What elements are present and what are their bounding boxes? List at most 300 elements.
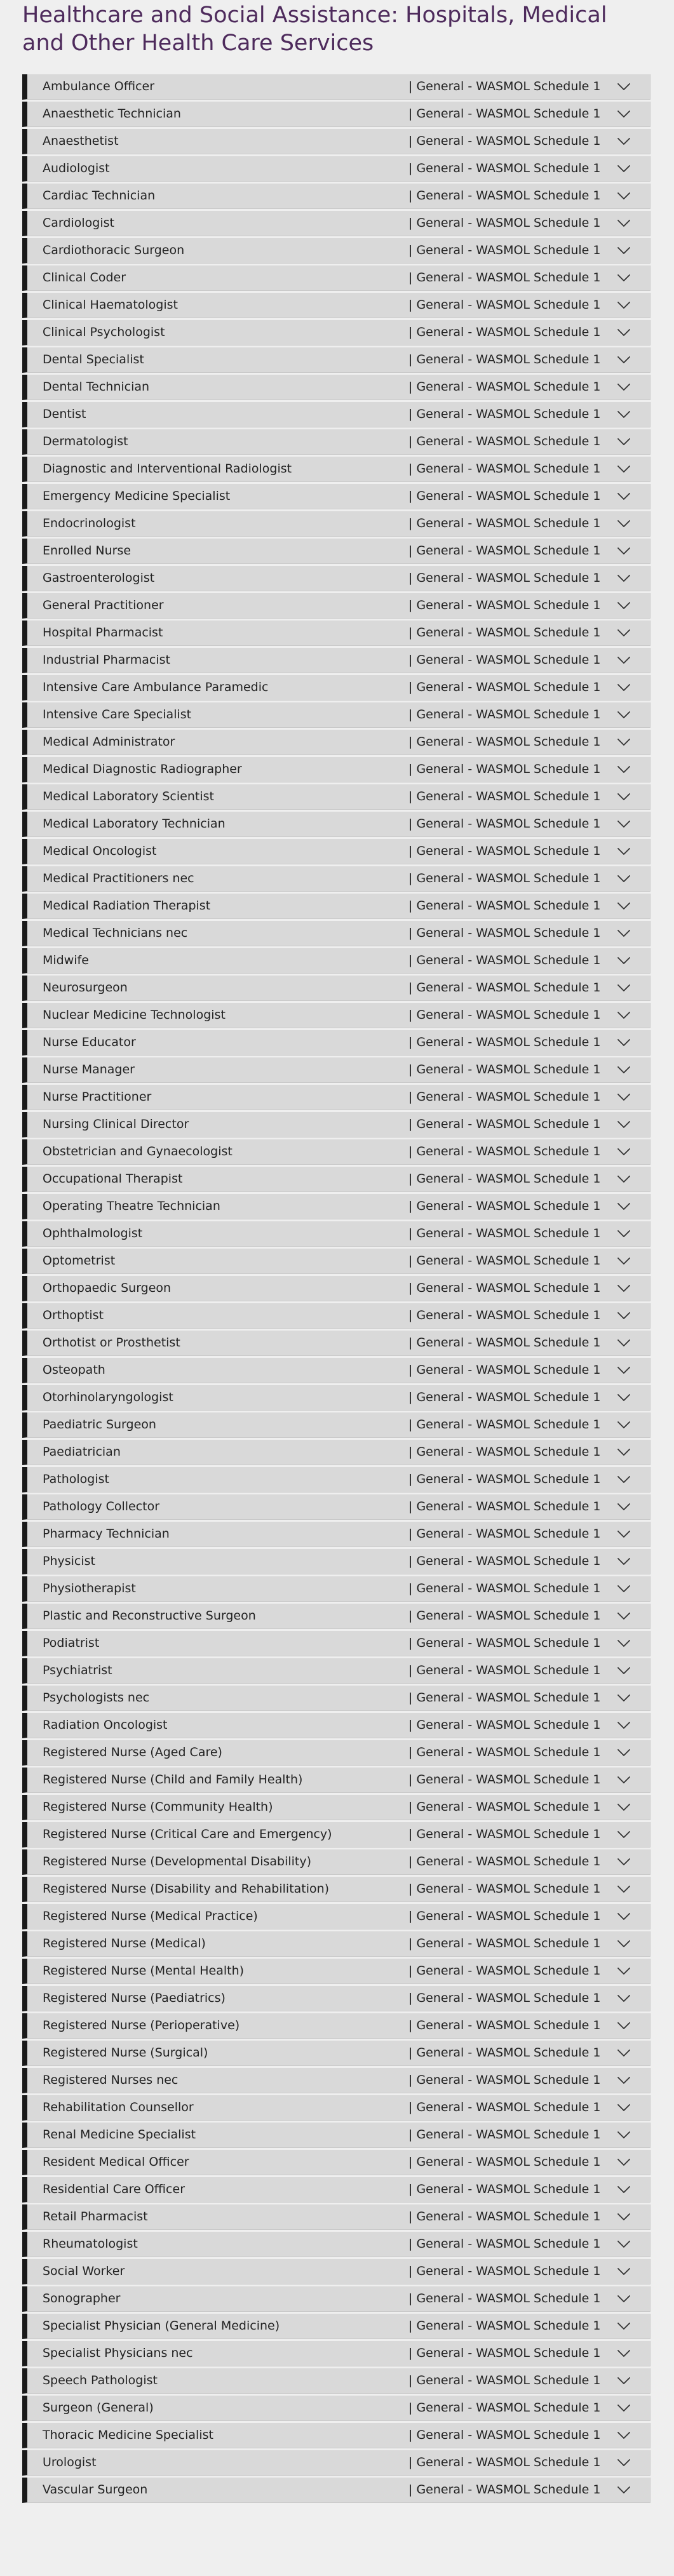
award-separator: | [408, 1554, 413, 1568]
chevron-down-icon[interactable] [617, 1691, 631, 1704]
occupation-row[interactable] [22, 2232, 650, 2257]
occupation-row[interactable] [22, 593, 650, 619]
award-separator: | [408, 462, 413, 476]
award-separator: | [408, 325, 413, 339]
chevron-down-icon[interactable] [617, 2101, 631, 2114]
occupation-row[interactable] [22, 457, 650, 482]
award-name: General - WASMOL Schedule 1 [416, 1554, 601, 1568]
occupation-name: Medical Laboratory Technician [43, 817, 226, 831]
award-label [408, 265, 600, 290]
occupation-name: Retail Pharmacist [43, 2210, 148, 2224]
occupation-name: Medical Practitioners nec [43, 871, 194, 885]
chevron-down-icon[interactable] [617, 2183, 631, 2196]
occupation-row[interactable] [22, 1522, 650, 1547]
occupation-row[interactable] [22, 2150, 650, 2175]
occupation-name: Radiation Oncologist [43, 1718, 168, 1732]
occupation-row[interactable] [22, 921, 650, 946]
chevron-down-icon[interactable] [617, 1582, 631, 1595]
chevron-down-icon[interactable] [617, 435, 631, 448]
occupation-name: Registered Nurse (Medical) [43, 1936, 206, 1950]
award-name: General - WASMOL Schedule 1 [416, 653, 601, 667]
occupation-row[interactable] [22, 1822, 650, 1848]
occupation-row[interactable] [22, 1931, 650, 1957]
award-name: General - WASMOL Schedule 1 [416, 789, 601, 803]
award-separator: | [408, 1336, 413, 1350]
chevron-down-icon[interactable] [617, 1227, 631, 1240]
award-separator: | [408, 2210, 413, 2224]
occupation-row[interactable] [22, 866, 650, 892]
award-separator: | [408, 981, 413, 995]
award-label [408, 156, 600, 181]
chevron-down-icon[interactable] [617, 1637, 631, 1649]
occupation-row[interactable] [22, 1849, 650, 1875]
occupation-name: Audiologist [43, 161, 110, 175]
occupation-row[interactable] [22, 156, 650, 182]
chevron-down-icon[interactable] [617, 189, 631, 202]
chevron-down-icon[interactable] [617, 1036, 631, 1049]
award-name: General - WASMOL Schedule 1 [416, 1445, 601, 1459]
occupation-row[interactable] [22, 211, 650, 236]
award-name: General - WASMOL Schedule 1 [416, 1254, 601, 1268]
award-name: General - WASMOL Schedule 1 [416, 899, 601, 913]
award-separator: | [408, 1691, 413, 1705]
occupation-name: Sonographer [43, 2291, 121, 2305]
award-name: General - WASMOL Schedule 1 [416, 2018, 601, 2032]
chevron-down-icon[interactable] [617, 1200, 631, 1212]
occupation-row[interactable] [22, 320, 650, 345]
award-label [408, 976, 600, 1000]
occupation-list [22, 74, 650, 2505]
chevron-down-icon[interactable] [617, 817, 631, 830]
award-separator: | [408, 2100, 413, 2114]
occupation-row[interactable] [22, 1030, 650, 1056]
chevron-down-icon[interactable] [617, 1282, 631, 1294]
chevron-down-icon[interactable] [617, 2429, 631, 2441]
chevron-down-icon[interactable] [617, 1118, 631, 1130]
award-separator: | [408, 1035, 413, 1049]
chevron-down-icon[interactable] [617, 1746, 631, 1759]
occupation-row[interactable] [22, 702, 650, 728]
chevron-down-icon[interactable] [617, 2347, 631, 2359]
occupation-row[interactable] [22, 1713, 650, 1738]
chevron-down-icon[interactable] [617, 380, 631, 393]
chevron-down-icon[interactable] [617, 80, 631, 93]
chevron-down-icon[interactable] [617, 790, 631, 803]
award-separator: | [408, 1527, 413, 1541]
chevron-down-icon[interactable] [617, 1009, 631, 1021]
chevron-down-icon[interactable] [617, 217, 631, 229]
occupation-row[interactable] [22, 347, 650, 373]
occupation-row[interactable] [22, 1167, 650, 1192]
chevron-down-icon[interactable] [617, 135, 631, 147]
award-name: General - WASMOL Schedule 1 [416, 1308, 601, 1322]
chevron-down-icon[interactable] [617, 1609, 631, 1622]
chevron-down-icon[interactable] [617, 1090, 631, 1103]
award-separator: | [408, 2264, 413, 2278]
chevron-down-icon[interactable] [617, 735, 631, 748]
award-name: General - WASMOL Schedule 1 [416, 2128, 601, 2142]
occupation-row[interactable] [22, 1604, 650, 1629]
occupation-name: Industrial Pharmacist [43, 653, 170, 667]
occupation-row[interactable] [22, 1303, 650, 1329]
occupation-row[interactable] [22, 1139, 650, 1165]
occupation-name: Occupational Therapist [43, 1172, 183, 1186]
chevron-down-icon[interactable] [617, 681, 631, 694]
award-separator: | [408, 1800, 413, 1814]
chevron-down-icon[interactable] [617, 244, 631, 257]
award-label [408, 129, 600, 154]
chevron-down-icon[interactable] [617, 1937, 631, 1950]
chevron-down-icon[interactable] [617, 1910, 631, 1922]
chevron-down-icon[interactable] [617, 2237, 631, 2250]
award-name: General - WASMOL Schedule 1 [416, 243, 601, 257]
chevron-down-icon[interactable] [617, 326, 631, 339]
occupation-row[interactable] [22, 539, 650, 564]
occupation-row[interactable] [22, 2013, 650, 2039]
chevron-down-icon[interactable] [617, 763, 631, 775]
occupation-row[interactable] [22, 429, 650, 455]
chevron-down-icon[interactable] [617, 626, 631, 639]
award-name: General - WASMOL Schedule 1 [416, 1226, 601, 1240]
award-name: General - WASMOL Schedule 1 [416, 1336, 601, 1350]
chevron-down-icon[interactable] [617, 2074, 631, 2086]
occupation-row[interactable] [22, 2123, 650, 2148]
occupation-row[interactable] [22, 730, 650, 755]
chevron-down-icon[interactable] [617, 1418, 631, 1431]
occupation-name: Ophthalmologist [43, 1226, 143, 1240]
award-separator: | [408, 899, 413, 913]
award-label [408, 1522, 600, 1546]
chevron-down-icon[interactable] [617, 490, 631, 502]
chevron-down-icon[interactable] [617, 1254, 631, 1267]
award-separator: | [408, 1172, 413, 1186]
occupation-row[interactable] [22, 1194, 650, 1219]
occupation-row[interactable] [22, 238, 650, 264]
occupation-row[interactable] [22, 757, 650, 782]
occupation-row[interactable] [22, 894, 650, 919]
occupation-row[interactable] [22, 2204, 650, 2230]
chevron-down-icon[interactable] [617, 2265, 631, 2277]
award-separator: | [408, 2373, 413, 2387]
occupation-name: Registered Nurses nec [43, 2073, 179, 2087]
chevron-down-icon[interactable] [617, 1172, 631, 1185]
occupation-row[interactable] [22, 976, 650, 1001]
award-label [408, 320, 600, 345]
occupation-row[interactable] [22, 129, 650, 154]
award-name: General - WASMOL Schedule 1 [416, 1363, 601, 1377]
occupation-row[interactable] [22, 511, 650, 537]
occupation-row[interactable] [22, 2177, 650, 2203]
chevron-down-icon[interactable] [617, 517, 631, 530]
chevron-down-icon[interactable] [617, 353, 631, 366]
chevron-down-icon[interactable] [617, 1555, 631, 1567]
award-name: General - WASMOL Schedule 1 [416, 1991, 601, 2005]
occupation-row[interactable] [22, 2259, 650, 2284]
chevron-down-icon[interactable] [617, 1882, 631, 1895]
award-label [408, 1085, 600, 1110]
occupation-row[interactable] [22, 2341, 650, 2366]
award-separator: | [408, 2018, 413, 2032]
chevron-down-icon[interactable] [617, 899, 631, 912]
chevron-down-icon[interactable] [617, 981, 631, 994]
chevron-down-icon[interactable] [617, 2128, 631, 2141]
award-separator: | [408, 2401, 413, 2415]
award-separator: | [408, 1144, 413, 1158]
award-label [408, 2423, 600, 2448]
chevron-down-icon[interactable] [617, 1145, 631, 1158]
occupation-row[interactable] [22, 2423, 650, 2448]
chevron-down-icon[interactable] [617, 162, 631, 175]
chevron-down-icon[interactable] [617, 408, 631, 420]
occupation-row[interactable] [22, 1986, 650, 2011]
award-label [408, 375, 600, 399]
award-separator: | [408, 1636, 413, 1650]
occupation-row[interactable] [22, 1249, 650, 1274]
occupation-name: Medical Administrator [43, 735, 175, 749]
award-name: General - WASMOL Schedule 1 [416, 2264, 601, 2278]
occupation-row[interactable] [22, 1877, 650, 1902]
chevron-down-icon[interactable] [617, 462, 631, 475]
award-label [408, 1167, 600, 1191]
occupation-name: Orthotist or Prosthetist [43, 1336, 180, 1350]
chevron-down-icon[interactable] [617, 2456, 631, 2469]
occupation-row[interactable] [22, 675, 650, 701]
occupation-row[interactable] [22, 621, 650, 646]
award-separator: | [408, 653, 413, 667]
chevron-down-icon[interactable] [617, 2292, 631, 2305]
award-separator: | [408, 1472, 413, 1486]
occupation-name: Nurse Manager [43, 1063, 135, 1077]
chevron-down-icon[interactable] [617, 1063, 631, 1076]
award-name: General - WASMOL Schedule 1 [416, 1581, 601, 1595]
occupation-row[interactable] [22, 1768, 650, 1793]
occupation-row[interactable] [22, 1057, 650, 1083]
occupation-row[interactable] [22, 2368, 650, 2394]
occupation-name: Operating Theatre Technician [43, 1199, 220, 1213]
occupation-row[interactable] [22, 1440, 650, 1465]
occupation-name: Enrolled Nurse [43, 544, 131, 558]
chevron-down-icon[interactable] [617, 271, 631, 284]
chevron-down-icon[interactable] [617, 2319, 631, 2332]
chevron-down-icon[interactable] [617, 2156, 631, 2168]
occupation-row[interactable] [22, 2095, 650, 2121]
chevron-down-icon[interactable] [617, 1773, 631, 1786]
occupation-row[interactable] [22, 293, 650, 318]
award-label [408, 2095, 600, 2120]
award-name: General - WASMOL Schedule 1 [416, 2073, 601, 2087]
occupation-name: Vascular Surgeon [43, 2483, 148, 2497]
award-separator: | [408, 2128, 413, 2142]
occupation-row[interactable] [22, 948, 650, 974]
occupation-name: Anaesthetist [43, 134, 119, 148]
chevron-down-icon[interactable] [617, 1473, 631, 1486]
award-separator: | [408, 1745, 413, 1759]
occupation-row[interactable] [22, 1221, 650, 1247]
occupation-row[interactable] [22, 2286, 650, 2312]
occupation-name: Registered Nurse (Aged Care) [43, 1745, 222, 1759]
occupation-row[interactable] [22, 1085, 650, 1110]
award-name: General - WASMOL Schedule 1 [416, 1063, 601, 1077]
chevron-down-icon[interactable] [617, 1664, 631, 1677]
chevron-down-icon[interactable] [617, 1801, 631, 1813]
occupation-row[interactable] [22, 1494, 650, 1520]
occupation-row[interactable] [22, 1795, 650, 1820]
occupation-row[interactable] [22, 2041, 650, 2066]
award-name: General - WASMOL Schedule 1 [416, 1499, 601, 1513]
chevron-down-icon[interactable] [617, 1309, 631, 1322]
award-separator: | [408, 1609, 413, 1623]
award-label [408, 948, 600, 973]
occupation-row[interactable] [22, 74, 650, 100]
occupation-row[interactable] [22, 1658, 650, 1684]
occupation-row[interactable] [22, 184, 650, 209]
chevron-down-icon[interactable] [617, 845, 631, 857]
award-separator: | [408, 2046, 413, 2060]
award-separator: | [408, 544, 413, 558]
chevron-down-icon[interactable] [617, 1964, 631, 1977]
award-label [408, 1358, 600, 1383]
occupation-name: Speech Pathologist [43, 2373, 158, 2387]
chevron-down-icon[interactable] [617, 872, 631, 885]
award-separator: | [408, 708, 413, 721]
award-label [408, 2396, 600, 2420]
occupation-row[interactable] [22, 784, 650, 810]
award-separator: | [408, 216, 413, 230]
award-name: General - WASMOL Schedule 1 [416, 708, 601, 721]
chevron-down-icon[interactable] [617, 1719, 631, 1731]
award-label [408, 1276, 600, 1301]
chevron-down-icon[interactable] [617, 599, 631, 612]
occupation-row[interactable] [22, 1112, 650, 1137]
chevron-down-icon[interactable] [617, 2374, 631, 2387]
occupation-row[interactable] [22, 402, 650, 427]
chevron-down-icon[interactable] [617, 708, 631, 721]
award-name: General - WASMOL Schedule 1 [416, 1636, 601, 1650]
occupation-row[interactable] [22, 1686, 650, 1711]
award-separator: | [408, 2346, 413, 2360]
occupation-name: Ambulance Officer [43, 79, 155, 93]
occupation-row[interactable] [22, 2068, 650, 2093]
occupation-row[interactable] [22, 484, 650, 509]
occupation-row[interactable] [22, 812, 650, 837]
occupation-row[interactable] [22, 1003, 650, 1028]
chevron-down-icon[interactable] [617, 544, 631, 557]
award-name: General - WASMOL Schedule 1 [416, 1663, 601, 1677]
occupation-row[interactable] [22, 2450, 650, 2476]
occupation-name: Registered Nurse (Developmental Disability) [43, 1855, 312, 1868]
occupation-row[interactable] [22, 1412, 650, 1438]
chevron-down-icon[interactable] [617, 2210, 631, 2223]
award-name: General - WASMOL Schedule 1 [416, 1090, 601, 1104]
occupation-row[interactable] [22, 102, 650, 127]
occupation-row[interactable] [22, 1576, 650, 1602]
award-label [408, 1030, 600, 1055]
chevron-down-icon[interactable] [617, 1446, 631, 1458]
chevron-down-icon[interactable] [617, 954, 631, 967]
occupation-row[interactable] [22, 1959, 650, 1984]
award-label [408, 2068, 600, 2093]
chevron-down-icon[interactable] [617, 927, 631, 939]
occupation-row[interactable] [22, 1331, 650, 1356]
occupation-name: Otorhinolaryngologist [43, 1390, 173, 1404]
occupation-row[interactable] [22, 1740, 650, 1766]
award-label [408, 211, 600, 236]
occupation-row[interactable] [22, 1631, 650, 1656]
chevron-down-icon[interactable] [617, 2483, 631, 2496]
award-name: General - WASMOL Schedule 1 [416, 271, 601, 285]
occupation-row[interactable] [22, 2478, 650, 2503]
award-separator: | [408, 161, 413, 175]
award-name: General - WASMOL Schedule 1 [416, 1527, 601, 1541]
occupation-name: Pathologist [43, 1472, 109, 1486]
chevron-down-icon[interactable] [617, 2046, 631, 2059]
award-name: General - WASMOL Schedule 1 [416, 1745, 601, 1759]
occupation-row[interactable] [22, 1385, 650, 1411]
award-label [408, 1822, 600, 1847]
chevron-down-icon[interactable] [617, 1828, 631, 1841]
chevron-down-icon[interactable] [617, 1336, 631, 1349]
award-label [408, 484, 600, 509]
occupation-row[interactable] [22, 1358, 650, 1383]
occupation-row[interactable] [22, 375, 650, 400]
occupation-row[interactable] [22, 1549, 650, 1574]
award-separator: | [408, 680, 413, 694]
award-name: General - WASMOL Schedule 1 [416, 544, 601, 558]
occupation-row[interactable] [22, 1276, 650, 1301]
occupation-row[interactable] [22, 566, 650, 591]
occupation-name: Registered Nurse (Medical Practice) [43, 1909, 258, 1923]
award-name: General - WASMOL Schedule 1 [416, 2346, 601, 2360]
chevron-down-icon[interactable] [617, 1855, 631, 1868]
award-separator: | [408, 243, 413, 257]
chevron-down-icon[interactable] [617, 1527, 631, 1540]
award-label [408, 429, 600, 454]
chevron-down-icon[interactable] [617, 654, 631, 666]
award-separator: | [408, 516, 413, 530]
chevron-down-icon[interactable] [617, 1364, 631, 1376]
occupation-row[interactable] [22, 2314, 650, 2339]
award-name: General - WASMOL Schedule 1 [416, 598, 601, 612]
award-name: General - WASMOL Schedule 1 [416, 2182, 601, 2196]
award-name: General - WASMOL Schedule 1 [416, 1827, 601, 1841]
award-separator: | [408, 626, 413, 640]
occupation-row[interactable] [22, 2396, 650, 2421]
chevron-down-icon[interactable] [617, 572, 631, 584]
occupation-row[interactable] [22, 648, 650, 673]
chevron-down-icon[interactable] [617, 1500, 631, 1513]
occupation-name: Physiotherapist [43, 1581, 136, 1595]
award-label [408, 1249, 600, 1273]
chevron-down-icon[interactable] [617, 107, 631, 120]
chevron-down-icon[interactable] [617, 2401, 631, 2414]
occupation-name: Orthoptist [43, 1308, 104, 1322]
award-label [408, 1576, 600, 1601]
award-label [408, 511, 600, 536]
award-label [408, 1194, 600, 1219]
chevron-down-icon[interactable] [617, 1391, 631, 1404]
occupation-name: Optometrist [43, 1254, 116, 1268]
occupation-name: Hospital Pharmacist [43, 626, 163, 640]
chevron-down-icon[interactable] [617, 1992, 631, 2004]
award-separator: | [408, 1855, 413, 1868]
chevron-down-icon[interactable] [617, 2019, 631, 2032]
occupation-row[interactable] [22, 839, 650, 864]
occupation-row[interactable] [22, 1904, 650, 1929]
occupation-row[interactable] [22, 265, 650, 291]
occupation-row[interactable] [22, 1467, 650, 1493]
chevron-down-icon[interactable] [617, 299, 631, 311]
award-name: General - WASMOL Schedule 1 [416, 298, 601, 312]
